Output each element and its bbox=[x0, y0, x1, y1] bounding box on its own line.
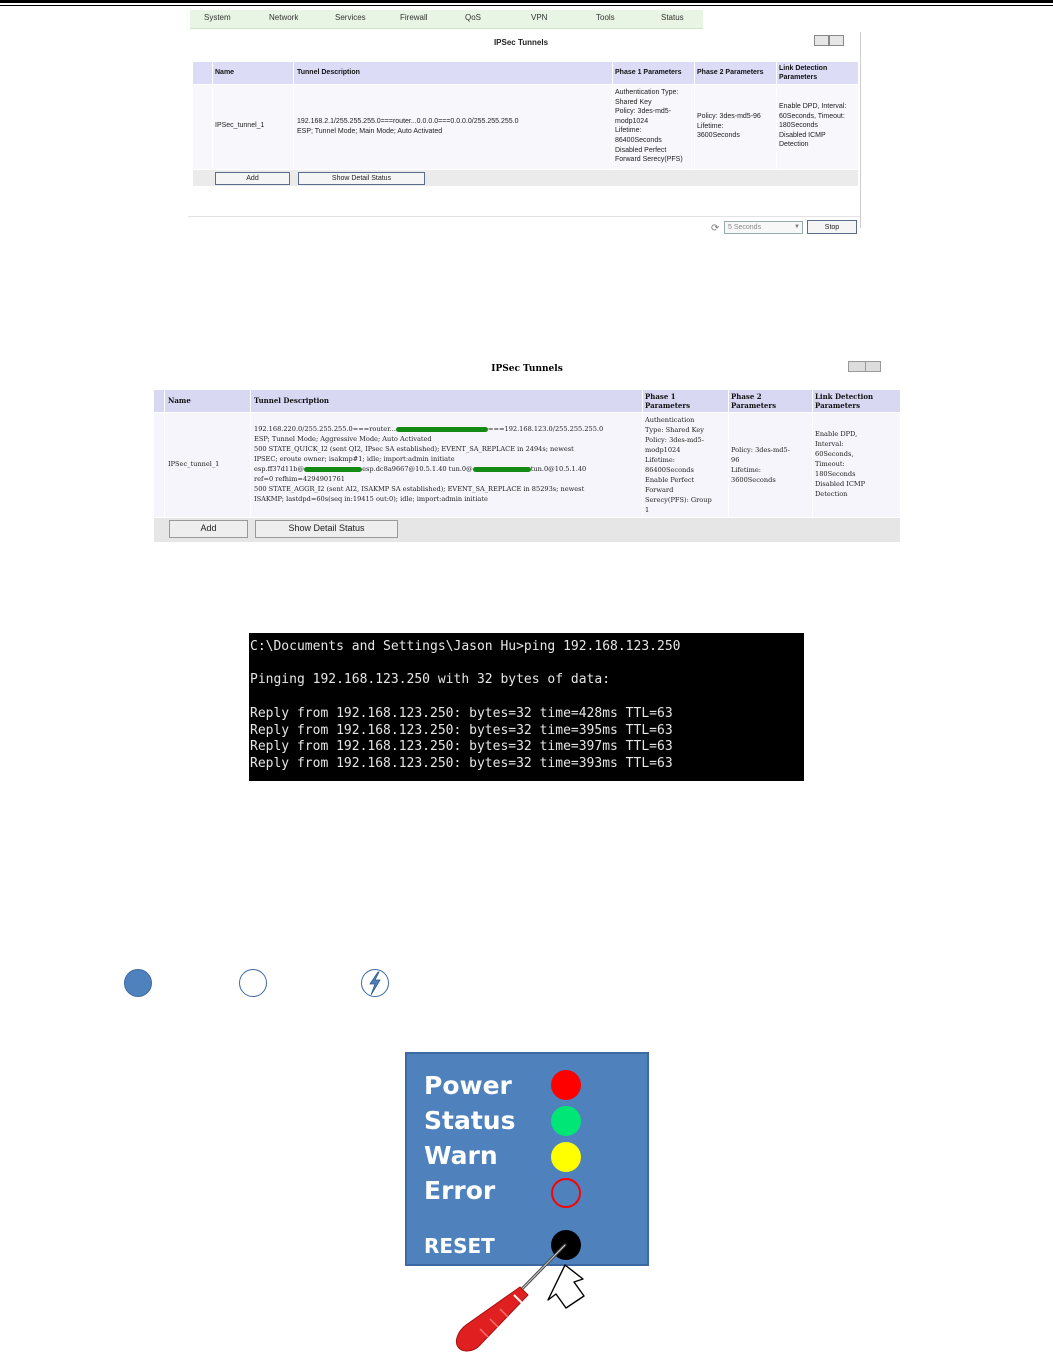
top-rule bbox=[0, 0, 1053, 3]
col-description: Tunnel Description bbox=[294, 62, 612, 84]
console-line: Pinging 192.168.123.250 with 32 bytes of data: bbox=[250, 672, 611, 688]
col-link-detection: Link Detection Parameters bbox=[777, 62, 858, 84]
console-line: Reply from 192.168.123.250: bytes=32 time=395ms TTL=63 bbox=[250, 722, 673, 738]
redacted-mark bbox=[473, 467, 531, 472]
led-on-icon bbox=[124, 969, 152, 997]
refresh-interval-select[interactable]: 5 Seconds bbox=[724, 221, 803, 234]
row-name: IPSec_tunnel_1 bbox=[165, 413, 250, 517]
row-name: IPSec_tunnel_1 bbox=[213, 85, 293, 169]
add-button[interactable]: Add bbox=[215, 172, 290, 185]
power-led-icon bbox=[551, 1070, 581, 1100]
col-phase1: Phase 1 Parameters bbox=[613, 62, 694, 84]
status-label: Status bbox=[424, 1106, 516, 1135]
chevron-down-icon[interactable]: ▼ bbox=[794, 224, 800, 230]
redacted-mark bbox=[396, 427, 488, 432]
add-button[interactable]: Add bbox=[169, 520, 248, 538]
panel-title: IPSec Tunnels bbox=[493, 38, 549, 47]
ipsec-screenshot-2 bbox=[154, 354, 900, 544]
col-phase1: Phase 1 Parameters bbox=[643, 390, 728, 412]
row-phase2: Policy: 3des-md5-96 Lifetime: 3600Seconds bbox=[695, 85, 776, 169]
status-led-icon bbox=[551, 1106, 581, 1136]
row-link-detection: Enable DPD, Interval: 60Seconds, Timeout: 180Seconds Disabled ICMP Detection bbox=[813, 413, 900, 517]
stop-button[interactable]: Stop bbox=[807, 220, 857, 234]
warn-led-icon bbox=[551, 1142, 581, 1172]
row-phase1: Authentication Type: Shared Key Policy: 3des-md5- modp1024 Lifetime: 86400Seconds Disabled Perfect Forward Serecy(PFS) bbox=[613, 85, 694, 169]
ipsec-screenshot-1 bbox=[188, 10, 860, 242]
row-description: 192.168.2.1/255.255.255.0===router...0.0.0.0===0.0.0.0/255.255.255.0 ESP; Tunnel Mode; Main Mode; Auto Activated bbox=[294, 85, 612, 169]
console-line: Reply from 192.168.123.250: bytes=32 time=393ms TTL=63 bbox=[250, 755, 673, 771]
menu-tools[interactable]: Tools bbox=[596, 13, 615, 22]
power-label: Power bbox=[424, 1071, 512, 1100]
row-phase2: Policy: 3des-md5- 96 Lifetime: 3600Seconds bbox=[729, 413, 812, 517]
console-line: C:\Documents and Settings\Jason Hu>ping 192.168.123.250 bbox=[250, 639, 681, 654]
redacted-mark bbox=[304, 467, 362, 472]
minimize-icon[interactable] bbox=[814, 35, 829, 46]
menu-bar bbox=[190, 10, 703, 29]
col-description: Tunnel Description bbox=[251, 390, 642, 412]
menu-firewall[interactable]: Firewall bbox=[400, 13, 428, 22]
arrow-pointer-icon bbox=[538, 1262, 588, 1310]
warn-label: Warn bbox=[424, 1141, 498, 1170]
col-name: Name bbox=[213, 62, 293, 84]
error-led-icon bbox=[551, 1178, 581, 1208]
console-line bbox=[250, 689, 804, 706]
col-phase2: Phase 2 Parameters bbox=[729, 390, 812, 412]
maximize-icon[interactable] bbox=[829, 35, 844, 46]
menu-network[interactable]: Network bbox=[269, 13, 299, 22]
ipsec-panel bbox=[188, 32, 860, 228]
reset-label: RESET bbox=[424, 1234, 495, 1258]
console-line: Reply from 192.168.123.250: bytes=32 time=428ms TTL=63 bbox=[250, 705, 673, 721]
command-prompt bbox=[249, 633, 804, 781]
menu-system[interactable]: System bbox=[204, 13, 231, 22]
led-flash-icon bbox=[361, 969, 389, 997]
menu-vpn[interactable]: VPN bbox=[531, 13, 548, 22]
row-description: 192.168.220.0/255.255.255.0===router... ===192.168.123.0/255.255.255.0 ESP; Tunnel Mode; Aggressive Mode; Auto Activated 500 STATE_QUICK_I2 (sent QI2, IPsec SA established); EVENT_SA_REPLACE in 2494s; newest IPSEC; eroute owner; isakmp#1; idle; import:admin initiate esp.ff37d11b@ esp.dc8a9667@10.5.1.40 tun.0@ tun.0@10.5.1.40 ref=0 refhim=4294901761 500 STATE_AGGR_I2 (sent AI2, ISAKMP SA established); EVENT_SA_REPLACE in 85293s; newest ISAKMP; lastdpd=60s(seq in:19415 out:0); idle; import:admin initiate bbox=[251, 413, 642, 517]
col-link-detection: Link Detection Parameters bbox=[813, 390, 900, 412]
panel-title: IPSec Tunnels bbox=[491, 364, 563, 374]
console-line: Reply from 192.168.123.250: bytes=32 time=397ms TTL=63 bbox=[250, 739, 673, 755]
col-name: Name bbox=[165, 390, 250, 412]
row-phase1: Authentication Type: Shared Key Policy: 3des-md5- modp1024 Lifetime: 86400Seconds Enable Perfect Forward Serecy(PFS): Group 1 bbox=[643, 413, 728, 517]
maximize-icon[interactable] bbox=[865, 361, 881, 372]
error-label: Error bbox=[424, 1176, 496, 1205]
row-link-detection: Enable DPD, Interval: 60Seconds, Timeout: 180Seconds Disabled ICMP Detection bbox=[777, 85, 858, 169]
console-line bbox=[250, 656, 804, 673]
refresh-icon: ⟳ bbox=[711, 223, 720, 234]
show-detail-status-button[interactable]: Show Detail Status bbox=[255, 520, 398, 538]
menu-services[interactable]: Services bbox=[335, 13, 366, 22]
minimize-icon[interactable] bbox=[848, 361, 866, 372]
col-phase2: Phase 2 Parameters bbox=[695, 62, 776, 84]
menu-status[interactable]: Status bbox=[661, 13, 684, 22]
top-rule-thin bbox=[0, 5, 1053, 6]
led-off-icon bbox=[239, 969, 267, 997]
menu-qos[interactable]: QoS bbox=[465, 13, 482, 22]
show-detail-status-button[interactable]: Show Detail Status bbox=[298, 172, 425, 185]
